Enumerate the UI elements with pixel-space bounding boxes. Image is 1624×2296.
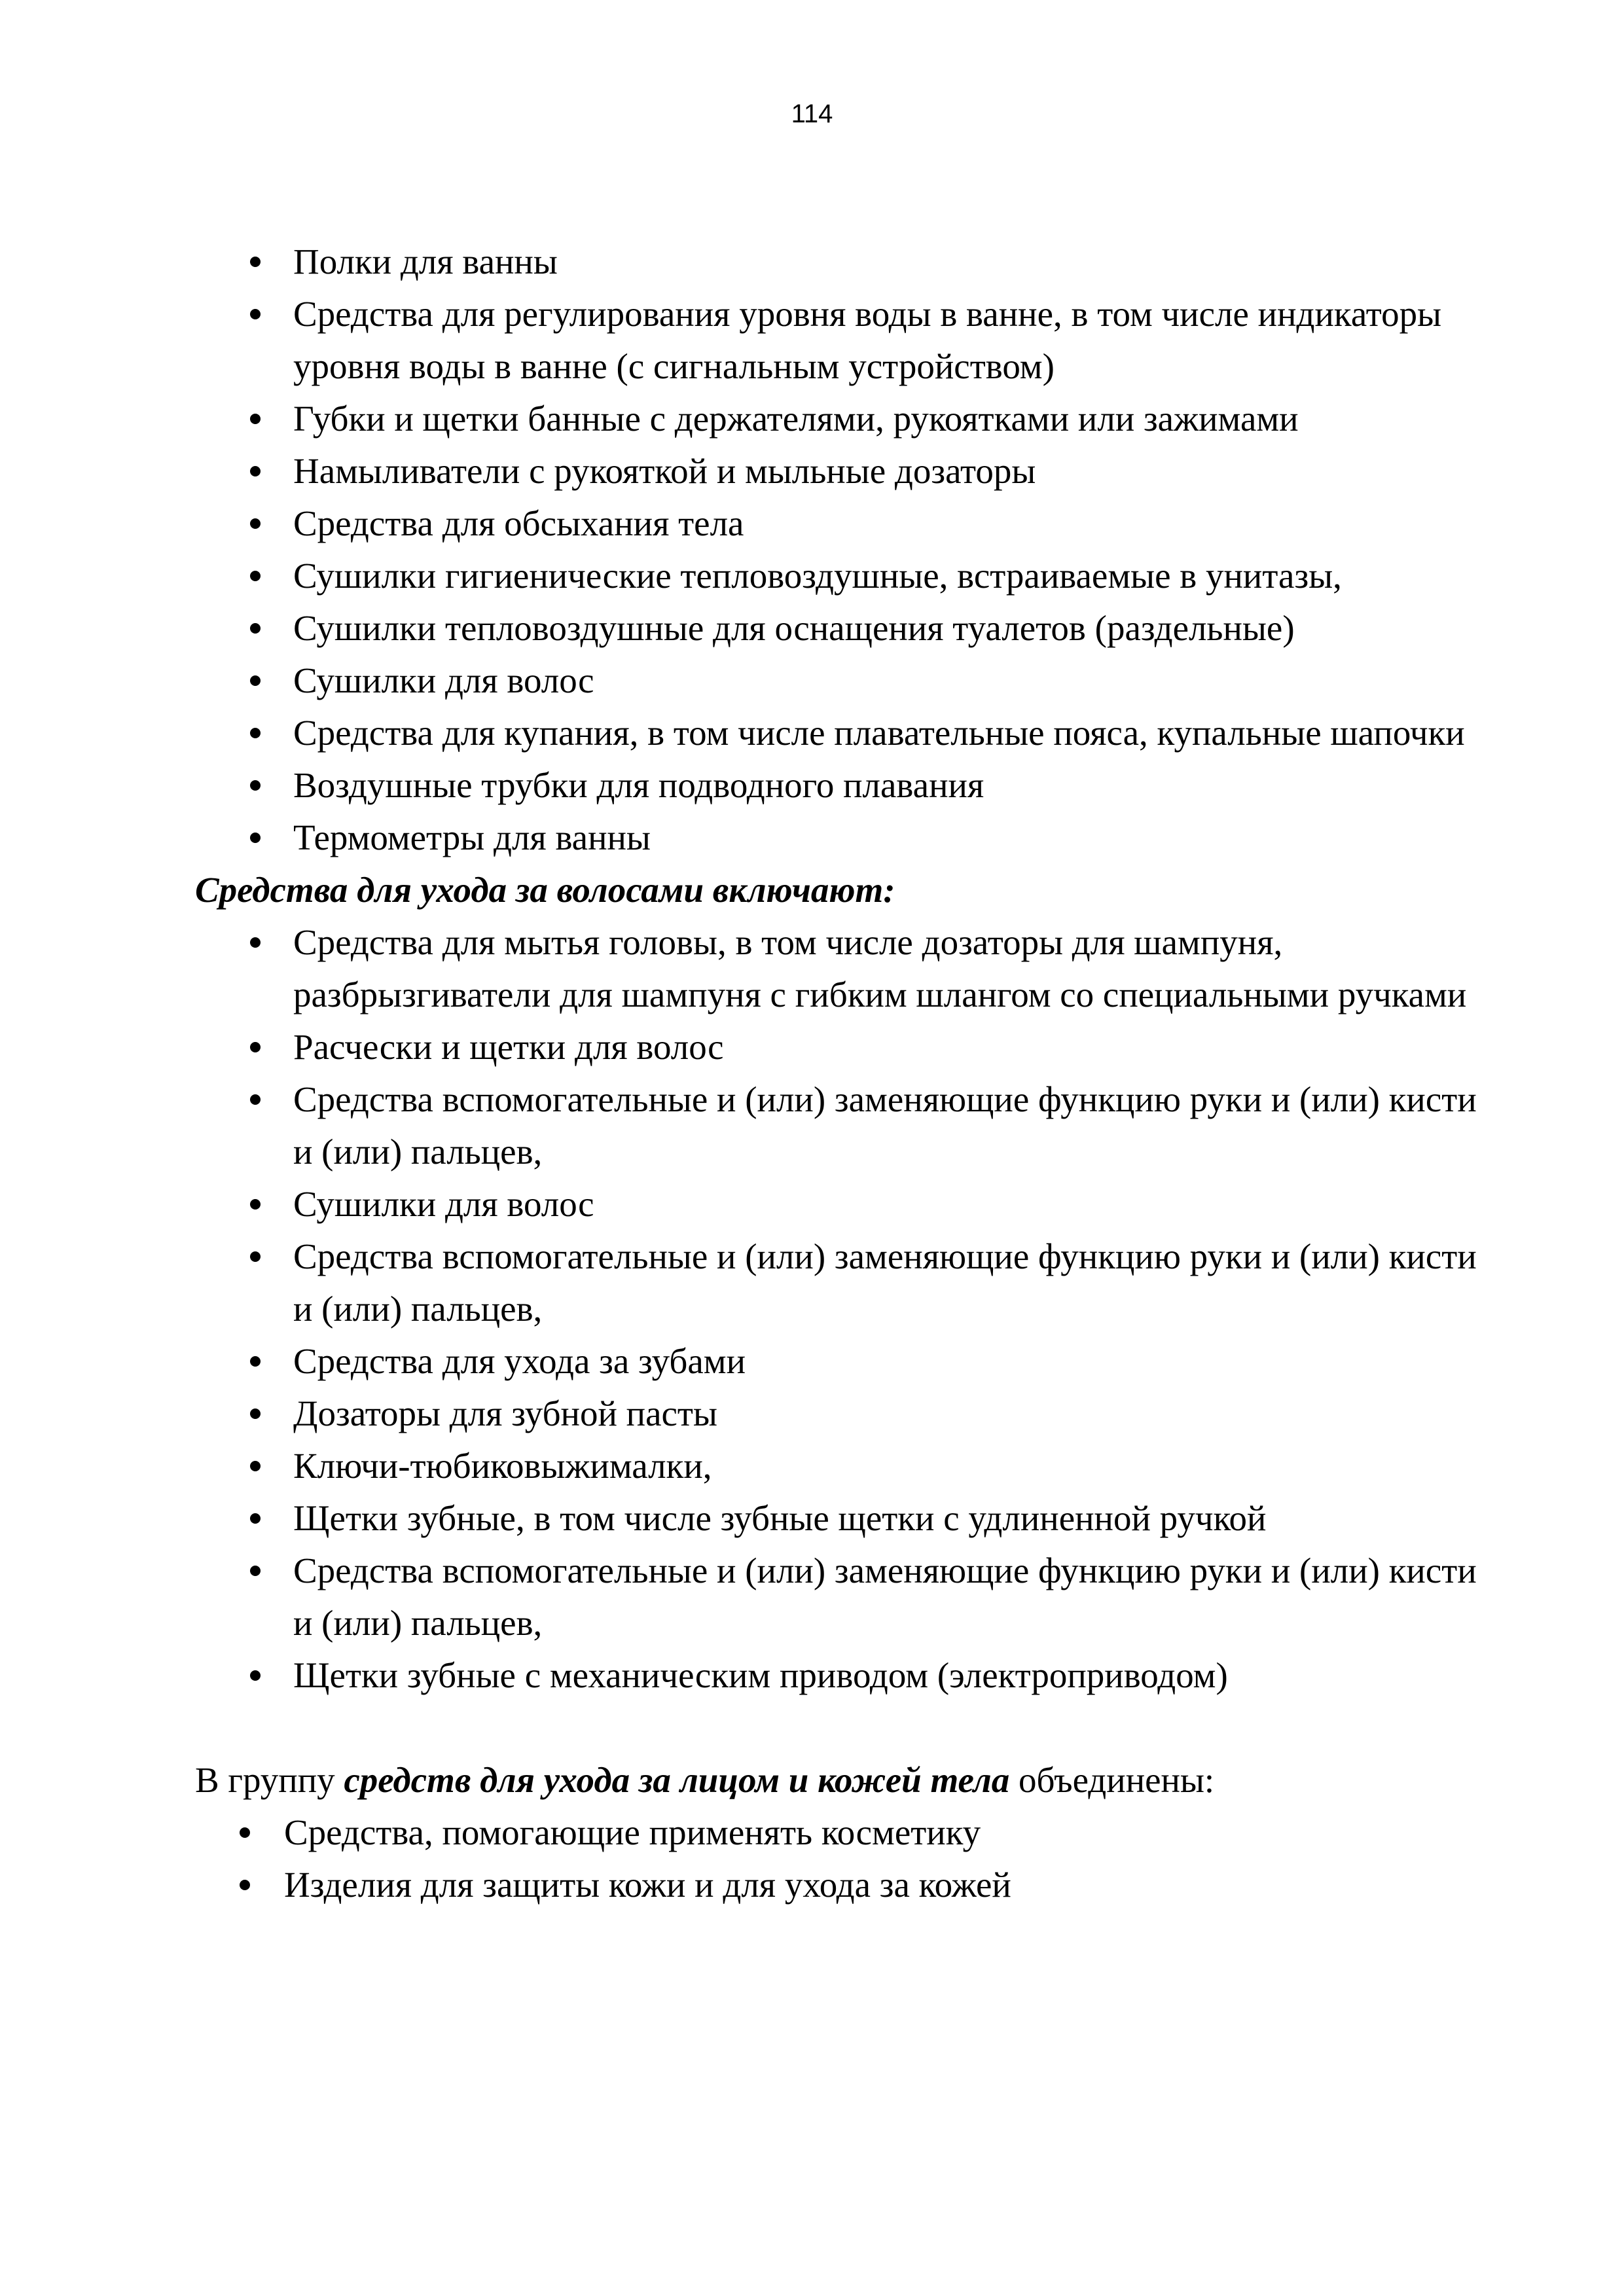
list-item [293, 497, 1491, 550]
bullet-icon [250, 466, 261, 476]
list-item-text: Средства вспомогательные и (или) заменяющие функцию руки и (или) кисти и (или) пальцев, [293, 1551, 1477, 1643]
page-content [0, 236, 1624, 1911]
bullet-icon [250, 571, 261, 581]
paragraph-prefix: В группу [195, 1760, 344, 1800]
list-item [293, 655, 1491, 707]
list-item-text: Дозаторы для зубной пасты [293, 1393, 717, 1433]
list-item-text: Средства для мытья головы, в том числе дозаторы для шампуня, разбрызгиватели для шампуня с гибким шлангом со специальными ручками [293, 922, 1467, 1014]
hair-care-heading: Средства для ухода за волосами включают: [195, 870, 895, 910]
list-item-text: Губки и щетки банные с держателями, рукоятками или зажимами [293, 399, 1299, 439]
list-item [293, 812, 1491, 864]
bullet-icon [250, 833, 261, 843]
bullet-icon [250, 1251, 261, 1262]
bullet-icon [250, 309, 261, 319]
list-item [293, 288, 1491, 393]
list-item [293, 550, 1491, 602]
bullet-icon [250, 1042, 261, 1052]
list-item-text: Средства вспомогательные и (или) заменяющие функцию руки и (или) кисти и (или) пальцев, [293, 1079, 1477, 1172]
list-item-text: Средства для регулирования уровня воды в ванне, в том числе индикаторы уровня воды в ванне (с сигнальным устройством) [293, 294, 1442, 386]
bullet-icon [250, 1199, 261, 1210]
bullet-icon [250, 623, 261, 634]
list-item [293, 1440, 1491, 1492]
list-item-text: Полки для ванны [293, 242, 558, 281]
list-item [293, 916, 1491, 1021]
bullet-icon [250, 1513, 261, 1524]
bullet-icon [250, 780, 261, 791]
list-item-text: Сушилки для волос [293, 660, 594, 700]
bullet-icon [250, 1670, 261, 1681]
list-item-text: Средства вспомогательные и (или) заменяющие функцию руки и (или) кисти и (или) пальцев, [293, 1236, 1477, 1329]
face-care-list [0, 1806, 1624, 1911]
list-item [293, 1335, 1491, 1388]
list-item [293, 1492, 1491, 1545]
list-item-text: Щетки зубные с механическим приводом (электроприводом) [293, 1655, 1228, 1695]
list-item-text: Расчески и щетки для волос [293, 1027, 724, 1067]
list-item [293, 445, 1491, 497]
list-item-text: Воздушные трубки для подводного плавания [293, 765, 984, 805]
bullet-icon [250, 257, 261, 267]
list-item [284, 1859, 1482, 1911]
list-item-text: Намыливатели с рукояткой и мыльные дозаторы [293, 451, 1036, 491]
list-item-text: Изделия для защиты кожи и для ухода за кожей [284, 1865, 1011, 1905]
list-item [293, 393, 1491, 445]
bullet-icon [250, 1566, 261, 1576]
bullet-icon [250, 518, 261, 529]
bullet-icon [250, 1094, 261, 1105]
list-item-text: Щетки зубные, в том числе зубные щетки с удлиненной ручкой [293, 1498, 1267, 1538]
list-item-text: Средства, помогающие применять косметику [284, 1812, 981, 1852]
bath-aids-list [0, 236, 1624, 864]
bullet-icon [240, 1827, 250, 1838]
bullet-icon [250, 1408, 261, 1419]
bullet-icon [240, 1880, 250, 1890]
bullet-icon [250, 1356, 261, 1367]
bullet-icon [250, 1461, 261, 1471]
bullet-icon [250, 728, 261, 738]
list-item [293, 1545, 1491, 1649]
list-item-text: Сушилки гигиенические тепловоздушные, встраиваемые в унитазы, [293, 556, 1342, 596]
list-item [293, 1073, 1491, 1178]
face-care-paragraph [195, 1754, 1624, 1806]
page-number: 114 [791, 99, 833, 128]
bullet-icon [250, 414, 261, 424]
list-item-text: Сушилки тепловоздушные для оснащения туалетов (раздельные) [293, 608, 1295, 648]
list-item [293, 707, 1491, 759]
list-item-text: Сушилки для волос [293, 1184, 594, 1224]
list-item [293, 236, 1491, 288]
list-item-text: Термометры для ванны [293, 817, 651, 857]
list-item [284, 1806, 1482, 1859]
list-item-text: Средства для купания, в том числе плавательные пояса, купальные шапочки [293, 713, 1465, 753]
paragraph-emphasis: средств для ухода за лицом и кожей тела [344, 1760, 1010, 1800]
list-item [293, 602, 1491, 655]
bullet-icon [250, 937, 261, 948]
list-item [293, 759, 1491, 812]
list-item [293, 1178, 1491, 1230]
list-item-text: Средства для ухода за зубами [293, 1341, 746, 1381]
list-item-text: Ключи-тюбиковыжималки, [293, 1446, 712, 1486]
paragraph-suffix: объединены: [1009, 1760, 1215, 1800]
list-item [293, 1021, 1491, 1073]
list-item [293, 1649, 1491, 1702]
hair-care-list [0, 916, 1624, 1702]
bullet-icon [250, 675, 261, 686]
list-item-text: Средства для обсыхания тела [293, 503, 744, 543]
list-item [293, 1230, 1491, 1335]
list-item [293, 1388, 1491, 1440]
